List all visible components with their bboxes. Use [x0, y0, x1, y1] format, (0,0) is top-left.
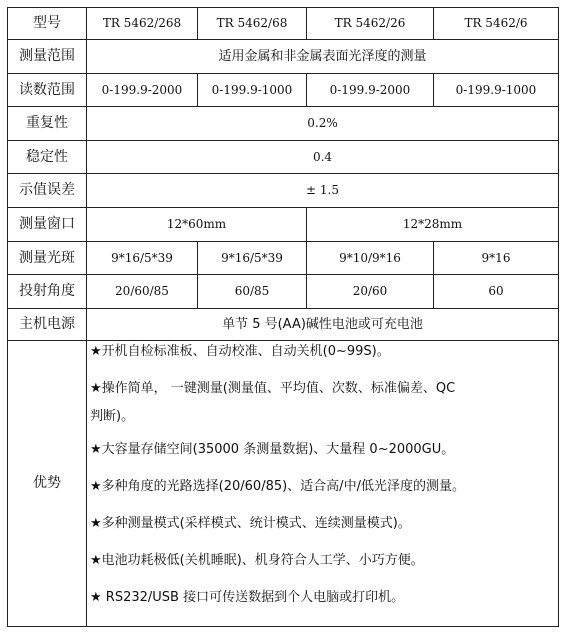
label-advantages: 优势 [8, 341, 87, 627]
row-spot [8, 242, 559, 275]
row-stability [8, 141, 559, 174]
row-window [8, 208, 559, 242]
label-repeatability: 重复性 [8, 107, 87, 141]
angle-1: 20/60/85 [87, 275, 198, 309]
power-value: 单节 5 号(AA)碱性电池或可充电池 [87, 309, 559, 341]
model-2: TR 5462/68 [198, 8, 307, 40]
advantage-item: ★大容量存储空间(35000 条测量数据)、大量程 0~2000GU。 [90, 442, 455, 457]
read-range-3: 0-199.9-2000 [307, 74, 434, 107]
read-range-2: 0-199.9-1000 [198, 74, 307, 107]
advantage-item: ★ RS232/USB 接口可传送数据到个人电脑或打印机。 [90, 590, 405, 605]
label-model: 型号 [8, 8, 87, 40]
repeatability-value: 0.2% [87, 107, 559, 141]
model-4: TR 5462/6 [434, 8, 559, 40]
read-range-4: 0-199.9-1000 [434, 74, 559, 107]
error-value: ± 1.5 [87, 174, 559, 208]
model-3: TR 5462/26 [307, 8, 434, 40]
advantage-item-continued: 判断)。 [90, 409, 135, 424]
advantages-list [87, 341, 559, 627]
label-angle: 投射角度 [8, 275, 87, 309]
advantage-item: ★多种测量模式(采样模式、统计模式、连续测量模式)。 [90, 516, 411, 531]
label-measure-range: 测量范围 [8, 40, 87, 74]
advantage-item: ★电池功耗极低(关机睡眠)、机身符合人工学、小巧方便。 [90, 553, 424, 568]
spot-2: 9*16/5*39 [198, 242, 307, 275]
row-repeatability [8, 107, 559, 141]
angle-4: 60 [434, 275, 559, 309]
row-advantages [8, 341, 559, 627]
angle-2: 60/85 [198, 275, 307, 309]
spec-table [7, 7, 559, 627]
advantage-item: ★多种角度的光路选择(20/60/85)、适合高/中/低光泽度的测量。 [90, 479, 465, 494]
advantage-item: ★开机自检标准板、自动校准、自动关机(0~99S)。 [90, 344, 390, 359]
window-value-2: 12*28mm [307, 208, 559, 242]
label-error: 示值误差 [8, 174, 87, 208]
label-power: 主机电源 [8, 309, 87, 341]
label-stability: 稳定性 [8, 141, 87, 174]
model-1: TR 5462/268 [87, 8, 198, 40]
row-power [8, 309, 559, 341]
advantage-item: ★操作简单， 一键测量(测量值、平均值、次数、标准偏差、QC [90, 381, 456, 396]
spot-3: 9*10/9*16 [307, 242, 434, 275]
row-read-range [8, 74, 559, 107]
stability-value: 0.4 [87, 141, 559, 174]
measure-range-value: 适用金属和非金属表面光泽度的测量 [87, 40, 559, 74]
row-model [8, 8, 559, 40]
row-angle [8, 275, 559, 309]
angle-3: 20/60 [307, 275, 434, 309]
spot-1: 9*16/5*39 [87, 242, 198, 275]
label-window: 测量窗口 [8, 208, 87, 242]
label-read-range: 读数范围 [8, 74, 87, 107]
read-range-1: 0-199.9-2000 [87, 74, 198, 107]
row-error [8, 174, 559, 208]
label-spot: 测量光斑 [8, 242, 87, 275]
spot-4: 9*16 [434, 242, 559, 275]
window-value-1: 12*60mm [87, 208, 307, 242]
row-measure-range [8, 40, 559, 74]
